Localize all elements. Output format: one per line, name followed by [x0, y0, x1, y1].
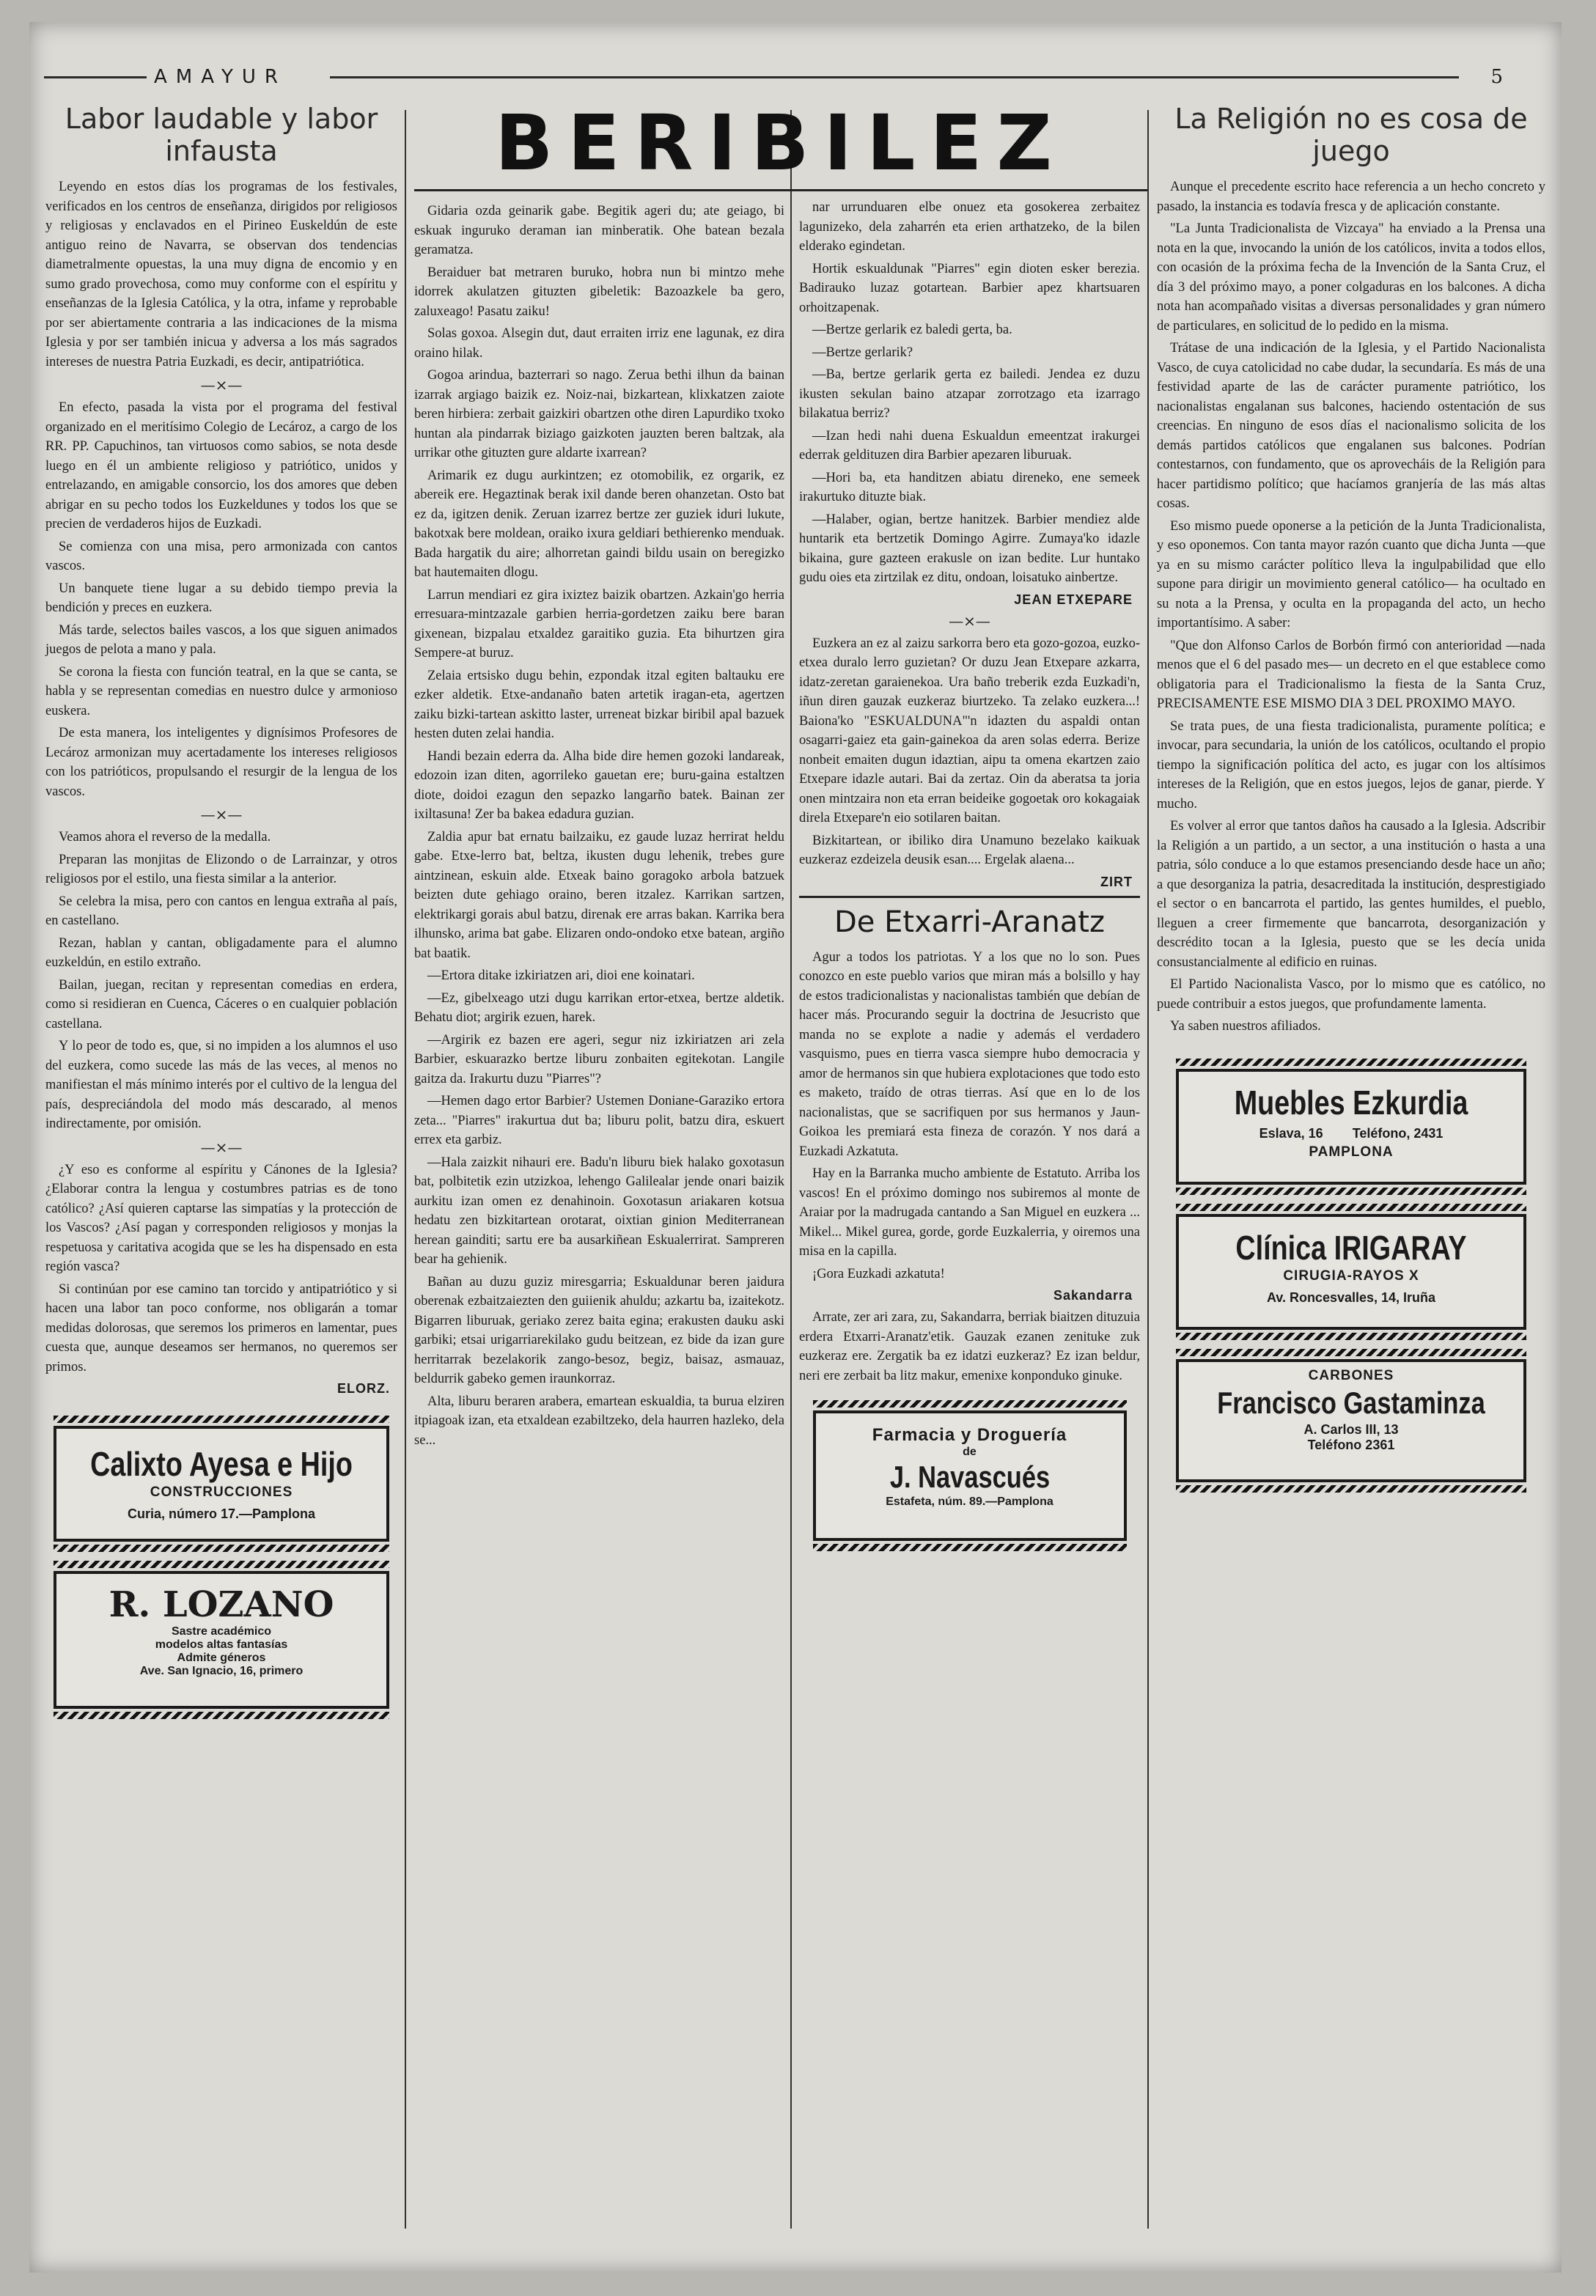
- ad-irigaray-name: Clínica IRIGARAY: [1235, 1228, 1467, 1267]
- article-paragraph: Solas goxoa. Alsegin dut, daut erraiten irriz ene lagunak, ez dira oraino hilak.: [414, 326, 784, 361]
- ad-navascues-line2: de: [963, 1446, 977, 1458]
- ad-lozano-line1: Sastre académico: [171, 1625, 272, 1638]
- article-paragraph: Si continúan por ese camino tan torcido y antipatriótico y si hacen una labor tan poco conforme, nos obligarán a tomar medidas dolorosas, que seremos los primeros en lamentar, pues cuesta que, aunque deseamos ser hermanos, no queremos ser primos.: [45, 1281, 397, 1375]
- ad-navascues-line1: Farmacia y Droguería: [872, 1425, 1067, 1445]
- ad-lozano-line4: Ave. San Ignacio, 16, primero: [139, 1665, 304, 1677]
- article-paragraph: Eso mismo puede oponerse a la petición de la Junta Tradicionalista, y eso oponemos. Con tanta mayor razón cuanto que dicha Junta —que ya en su mismo carácter político lleva la ingulpabilidad que ello supone para dirigir un movimiento general católico— ha ocultado en su nota a la Prensa, y oculta en la propaganda del acto, un hecho importantísimo. A saber:: [1157, 518, 1545, 630]
- ad-r-lozano: [54, 1571, 389, 1709]
- column-4: [1157, 103, 1545, 2243]
- article-paragraph: —Hori ba, eta handitzen abiatu direneko, ene semeek irakurtuko dituzte biak.: [799, 470, 1140, 504]
- column-divider: [405, 110, 406, 2229]
- ad-irigaray-line1: CIRUGIA-RAYOS X: [1283, 1267, 1419, 1284]
- article-paragraph: "La Junta Tradicionalista de Vizcaya" ha enviado a la Prensa una nota en la que, invocando la unión de los católicos, invita a todos ellos, con ocasión de la próxima fecha de la Invención de la Santa Cruz, el día 3 del próximo mayo, a poner colgaduras en los balcones. A dicha nota han acompañado visitas a diversas personalidades y gran número de particulares, en solicitud de lo pedido en la misma.: [1157, 221, 1545, 334]
- column-3: [799, 198, 1140, 2243]
- article-paragraph: Y lo peor de todo es, que, si no impiden a los alumnos el uso del euzkera, como sucede las más de las veces, al menos no manifiestan el más mínimo interés por el cultivo de la lengua del país, despreciándola del modo más descarado, al menos indirectamente, por omisión.: [45, 1039, 397, 1131]
- headline-beribilez: BERIBILEZ: [414, 103, 1147, 191]
- headline-etxarri-aranatz: De Etxarri-Aranatz: [799, 896, 1140, 939]
- ad-ezkurdia-contact: [1179, 1126, 1523, 1141]
- ad-navascues-name: J. Navascués: [889, 1460, 1050, 1494]
- column-1: [45, 103, 397, 2243]
- masthead: [44, 66, 1547, 88]
- article-labor-laudable: [45, 177, 397, 1397]
- article-paragraphs: [414, 202, 784, 1450]
- article-paragraph: —Halaber, ogian, bertze hanitzek. Barbier mendiez alde huntarik eta bertzetik Domingo Agirre. Zumaya'ko idazle bikaina, gure gazteen erakusle on izan bedite. Lur huntako gudu oies eta zirtzilak ez ditu, ondoan, loisatuko ainbertze.: [799, 512, 1140, 585]
- ad-clinica-irigaray: [1176, 1214, 1526, 1330]
- section-separator: —×—: [200, 376, 243, 394]
- article-paragraph: Aunque el precedente escrito hace referencia a un hecho concreto y pasado, la instancia es todavía fresca y de aplicación constante.: [1157, 180, 1545, 214]
- article-paragraph: Se comienza con una misa, pero armonizada con cantos vascos.: [45, 539, 397, 573]
- article-paragraph: ¡Gora Euzkadi azkatuta!: [812, 1266, 945, 1281]
- column-divider: [1147, 110, 1149, 2229]
- ad-ezkurdia-address: Eslava, 16: [1259, 1125, 1323, 1141]
- article-paragraph: Arimarik ez dugu aurkintzen; ez otomobilik, ez orgarik, ez abereik ere. Hegaztinak berak ixil dande beren ohanzetan. Osto bat ez da, igitzen denik. Zeruan izarrez bertze zer guziek iduri lukute, bakotxak bere moldean, oraiko ixura geldiari bethierenko menduak. Bada hargatik du aire; alhorretan gaindi bildu usain on beregizko bat hautemaiten dlogu.: [414, 468, 784, 580]
- article-paragraph: El Partido Nacionalista Vasco, por lo mismo que es católico, no puede contribuir a estos juegos, que profundamente lamenta.: [1157, 977, 1545, 1012]
- article-paragraph: —Hemen dago ertor Barbier? Ustemen Doniane-Garaziko ertora zeta... "Piarres" irakurtua dut ba; liburu polit, batzu dira, eskuert errex eta garbiz.: [414, 1094, 784, 1147]
- article-paragraphs: [45, 177, 397, 1377]
- article-paragraph: —Argirik ez bazen ere ageri, segur niz izkiriatzen ari zela Barbier, eskuarazko bertze liburu zonbaiten egitekotan. Langile gaitza da. Irakurtu duzu "Piarres"?: [414, 1032, 784, 1086]
- article-paragraph: Beraiduer bat metraren buruko, hobra nun bi mintzo mehe idorrek akulatzen gituzten gibeletik: Bazoazkele ba gero, zaluxeago! Pasatu zaiku!: [414, 265, 784, 319]
- article-paragraph: Euzkera an ez al zaizu sarkorra bero eta gozo-gozoa, euzko-etxea duralo lerro guzietan? Or duzu Jean Etxepare azkarra, idatz-zeretan garaienekoa. Ura baño treberik ezda Euzkadi'n, iñun diren gauzak euzkeraz biurtzeko. Ta zelako euzkera...! Baiona'ko "ESKUALDUNA"'n idazten du aspaldi ontan osagarri-gaiez eta gain-gainekoa da aren solas ederra. Berize nonbeit emaiten dugun idaztian, aipu ta omena ekartzen zaio Etxepare idazle autari. Bai da zertaz. Oin da aberatsa ta joria onen mintzaira non eta erran beideike gogoetak oro kokagaiak direla Etxepare'n eio sotilaren baitan.: [799, 636, 1140, 825]
- article-paragraph: —Ba, bertze gerlarik gerta ez bailedi. Jendea ez duzu ikusten sekulan baino atzapar zorrotzago eta izarrago bilakatua berriz?: [799, 367, 1140, 421]
- newspaper-page: [29, 22, 1562, 2273]
- article-paragraph: Handi bezain ederra da. Alha bide dire hemen gozoki landareak, edozoin izan diten, agorrileko gauetan ere; buru-gaina estaltzen diote, doidoi ezagun den sepazko langarño batek. Bainan zer ixiltasuna! Zer ba bakea edadura guzian.: [414, 748, 784, 822]
- article-beribilez: [414, 202, 784, 1450]
- masthead-rule-right: [330, 76, 1459, 78]
- article-postscript: Arrate, zer ari zara, zu, Sakandarra, berriak biaitzen dituzuia erdera Etxarri-Aranatz'etik. Gauzak ezanen zenituke zuk euzkeraz ere. Zergatik ba ez idatzi euzkeraz? Ez izan beldur, neri ere zerbait ba litz makur, emenixe konponduko ginuke.: [799, 1310, 1140, 1383]
- ad-navascues-line3: Estafeta, núm. 89.—Pamplona: [886, 1495, 1053, 1508]
- article-paragraph: Rezan, hablan y cantan, obligadamente para el alumno euzkeldún, en estilo extraño.: [45, 935, 397, 970]
- article-paragraph: De esta manera, los inteligentes y dignísimos Profesores de Lecároz armonizan muy acertadamente los intereses religiosos con los patrióticos, propulsando el resurgir de la lengua de los vascos.: [45, 726, 397, 799]
- ad-ezkurdia-name: Muebles Ezkurdia: [1234, 1083, 1468, 1122]
- article-beribilez-continued: [799, 198, 1140, 890]
- ad-lozano-line2: modelos altas fantasías: [155, 1638, 288, 1651]
- article-paragraph: —Izan hedi nahi duena Eskualdun emeentzat irakurgei ederrak geldituzen dira Barbier apezaren liburuak.: [799, 428, 1140, 463]
- article-religion: [1157, 177, 1545, 1037]
- article-paragraph: Zaldia apur bat ernatu bailzaiku, ez gaude luzaz herrirat heldu gabe. Etxe-lerro bat, beltza, ikusten dugu lehenik, trebes gure aintzinean, eskuin alde. Etxeak baino goragoko arbola batzuek beizten dute gehiago oraino, beren itzalez. Karrikan sartzen, elektrikargi gorais abul batzu, direnak ere arras bakan. Karrika bera ilhunsko, arima bat gabe. Elizaren ondo-ondoko etxe batean, argiño bat baatik.: [414, 829, 784, 961]
- article-paragraph: Preparan las monjitas de Elizondo o de Larrainzar, y otros religiosos por el estilo, una fiesta similar a la anterior.: [45, 852, 397, 886]
- article-signature-zirt: ZIRT: [1100, 874, 1133, 889]
- ad-calixto-line1: CONSTRUCCIONES: [150, 1484, 293, 1500]
- ad-gastaminza-line1: CARBONES: [1308, 1367, 1394, 1383]
- article-paragraph: Bañan au duzu guziz miresgarria; Eskualdunar beren jaidura oberenak ezbaitzaiezten den guiienik ahuldu; azkartu ba, izaitekotz. Bigarren liburuak, geriako zerez baita egina; erakusten dauku aski garbiki; etsai urigarriarekilako gudu beitzean, ez bide da izan gure herritarrak bezelakorik zango-besoz, begiz, baisaz, asmauaz, beldurrik gabeko gemen iraunkorraz.: [414, 1274, 784, 1386]
- ad-francisco-gastaminza: [1176, 1359, 1526, 1482]
- masthead-name: AMAYUR: [154, 66, 287, 88]
- article-signature: ELORZ.: [337, 1381, 390, 1396]
- article-paragraph: nar urrunduaren elbe onuez eta gosokerea zerbaitez lagunizeko, dela zaharrén eta erien arthatzeko, de la bilen elderako egindetan.: [799, 200, 1140, 254]
- section-separator: —×—: [200, 806, 243, 823]
- article-paragraph: —Hala zaizkit nihauri ere. Badu'n liburu biek halako goxotasun bat, polbitetik ezin utzizkoa, lehengo Galilealar jende onari baizik aurkitu izan omen ez denahinoin. Goxotasun ariakaren kotsua hedatu zen bizkitartean orotarat, oixtian ginion Mediterranean herean gainditi; sartu ere ba ausarkiñean Eskualerrirat. Sampreren bear ha gehienik.: [414, 1155, 784, 1267]
- article-paragraph: Un banquete tiene lugar a su debido tiempo previa la bendición y preces en euzkera.: [45, 581, 397, 615]
- section-separator: —×—: [949, 611, 990, 630]
- ad-lozano-line3: Admite géneros: [177, 1652, 266, 1664]
- page-number: 5: [1490, 66, 1503, 88]
- article-paragraph: —Bertze gerlarik?: [812, 345, 913, 360]
- column-divider: [790, 110, 792, 2229]
- article-paragraph: Hay en la Barranka mucho ambiente de Estatuto. Arriba los vascos! En el próximo domingo nos subiremos al monte de Araiar por la madrugada cantando a San Miguel en euzkera ... Mikel... Mikel gurea, gorde, gorde Euzkalerria, y oiremos una misa en la capilla.: [799, 1166, 1140, 1259]
- headline-religion: La Religión no es cosa de juego: [1174, 103, 1528, 167]
- article-paragraph: Se trata pues, de una fiesta tradicionalista, puramente política; e invocar, para secundaria, la unión de los católicos, ocultando el propio tiempo la significación política del acto, es jugar con los altísimos intereses de la Religión, que en estos juegos, lejos de ganar, pierde. Y mucho.: [1157, 718, 1545, 812]
- article-paragraph: Hortik eskualdunak "Piarres" egin dioten esker berezia. Badirauko luzaz gotartean. Barbier apez khartsuaren orhoitzapenak.: [799, 261, 1140, 315]
- masthead-rule-left: [44, 76, 147, 78]
- ad-navascues: [813, 1410, 1127, 1541]
- article-paragraph: Alta, liburu beraren arabera, emartean eskualdia, ta burua elziren itpiagoak izan, eta etxaldean ezabiltzeko, dela haurren hazleko, dela se...: [414, 1394, 784, 1448]
- article-paragraph: Se celebra la misa, pero con cantos en lengua extraña al país, en castellano.: [45, 894, 397, 928]
- article-paragraph: —Ez, gibelxeago utzi dugu karrikan ertor-etxea, bertze aldetik. Behatu diot; argirik ezuen, harek.: [414, 990, 784, 1025]
- ad-gastaminza-line3: Teléfono 2361: [1307, 1437, 1395, 1452]
- article-paragraph: Más tarde, selectos bailes vascos, a los que siguen animados juegos de pelota a mano y pala.: [45, 622, 397, 657]
- headline-labor-laudable: Labor laudable y labor infausta: [65, 103, 378, 167]
- ad-calixto-name: Calixto Ayesa e Hijo: [90, 1445, 353, 1483]
- article-paragraph: Se corona la fiesta con función teatral, en la que se canta, se habla y se representan comedias en nuestro dulce y armonioso euskera.: [45, 664, 397, 718]
- article-paragraphs: [799, 198, 1140, 870]
- article-paragraph: Bailan, juegan, recitan y representan comedias en erdera, como si residieran en Cuenca, Cáceres o en cualquier población castellana.: [45, 977, 397, 1031]
- ad-irigaray-line2: Av. Roncesvalles, 14, Iruña: [1266, 1289, 1436, 1305]
- ad-ezkurdia-city: PAMPLONA: [1309, 1144, 1394, 1160]
- article-paragraph: Ya saben nuestros afiliados.: [1170, 1019, 1321, 1034]
- article-paragraph: —Bertze gerlarik ez baledi gerta, ba.: [812, 323, 1012, 337]
- article-paragraph: "Que don Alfonso Carlos de Borbón firmó con anterioridad —nada menos que el 6 del pasado mes— un decreto en el que establece como obligatoria para el Tradicionalismo la fiesta de la Santa Cruz, PRECISAMENTE ESE MISMO DIA 3 DEL PROXIMO MAYO.: [1157, 638, 1545, 711]
- article-paragraph: ¿Y eso es conforme al espíritu y Cánones de la Iglesia? ¿Elaborar contra la lengua y costumbres patrias es de tono católico? ¿Así quieren captarse las simpatías y la protección de los Vascos? ¿Así pagan y corresponden religiosos y monjas la respetuosa y caritativa acogida que se les ha dispensado en esta región vasca?: [45, 1162, 397, 1274]
- section-separator: —×—: [200, 1138, 243, 1156]
- article-etxarri-aranatz: [799, 948, 1140, 1386]
- article-paragraph: Veamos ahora el reverso de la medalla.: [59, 830, 271, 845]
- ad-muebles-ezkurdia: [1176, 1069, 1526, 1185]
- ad-calixto-ayesa: [54, 1426, 389, 1542]
- ad-gastaminza-line2: A. Carlos III, 13: [1303, 1421, 1399, 1437]
- ad-lozano-name: R. LOZANO: [109, 1584, 334, 1625]
- article-paragraph: Zelaia ertsisko dugu behin, ezpondak itzal egiten baltauku ere ezker aldetik. Etxe-andanaño baten artetik iragan-eta, agertzen zaiku bizki-tartean askitto laster, urreneat bizkar biribil apal bazuek hesten duten zelai handia.: [414, 668, 784, 741]
- article-paragraph: Gidaria ozda geinarik gabe. Begitik ageri du; ate geiago, bi eskuak inguruko deraman ian minberatik. Ohe batean bezala geramatza.: [414, 204, 784, 257]
- article-paragraph: Bizkitartean, or ibiliko dira Unamuno bezelako kaikuak euzkeraz ezdeizela deusik esan.... Ergelak alaena...: [799, 833, 1140, 867]
- article-paragraph: Agur a todos los patriotas. Y a los que no lo son. Pues conozco en este pueblo varios que miran más a bolsillo y hay de estos tradicionalistas y nacionalistas también que debían de hacer más. Procurando seguir la doctrina de Jesucristo que manda no se explote a nadie y además el verdadero vasquismo, pues en tierra vasca siempre hubo democracia y amor de hermanos sin que hubiera explotaciones que todo esto es maketo, traído de otras tierras. Así que en lo de los nacionalistas, que se sacrifiquen por sus hermanos y Jaun-Goikoa les premiará esta fineza de corazón. Y nos dará a Euzkadi Azkatuta.: [799, 949, 1140, 1159]
- article-signature: JEAN ETXEPARE: [1014, 592, 1133, 607]
- article-signature-sakandarra: Sakandarra: [1053, 1288, 1133, 1303]
- article-paragraph: Larrun mendiari ez gira ixiztez baizik obartzen. Azkain'go herria erresuara-mintzazale garbien herria-gordetzen zaiku bere baran gixenean, bizpalau etxaldez garaitiko guzia. Eta bihurtzen gira Sempere-at buruz.: [414, 587, 784, 661]
- article-paragraph: Leyendo en estos días los programas de los festivales, verificados en los centros de enseñanza, dirigidos por religiosos y religiosas y enclavados en el Pirineo Euskeldún de este antiguo reino de Navarra, se observan dos tendencias diametralmente opuestas, la una muy digna de encomio y en sumo grado provechosa, como muy conforme con el espíritu y enseñanzas de la Iglesia Católica, y la otra, infame y reprobable por ser abiertamente contraria a las indicaciones de la misma Iglesia y por ser también inicua y adversa a los más sagrados intereses de nuestra Patria Euzkadi, es decir, antipatriótica.: [45, 180, 397, 369]
- article-paragraph: Gogoa arindua, bazterrari so nago. Zerua bethi ilhun da bainan izarrak argiago baizik ez. Noiz-nai, bizkartean, klixkatzen zaiote beren hirbiera: zerbait gaizkiri obartzen othe diren Lapurdiko txoko huntan ala pindarrak biziago gaizkoten jauzten beren baltzak, ala urrikar othe gituzten gure aldarte ixarrean?: [414, 368, 784, 460]
- ad-calixto-line2: Curia, número 17.—Pamplona: [127, 1506, 316, 1521]
- ad-gastaminza-name: Francisco Gastaminza: [1217, 1385, 1485, 1420]
- article-paragraph: En efecto, pasada la vista por el programa del festival organizado en el meritísimo Colegio de Lecároz, a cargo de los RR. PP. Capuchinos, tan virtuosos como sabios, se nota desde luego en él un ambiente religioso y patriótico, unidos y entrelazando, en amigable consorcio, los dos amores que deben abrigar en su pecho todos los Euzkeldunes y todos los que se precien de verdaderos hijos de Euzkadi.: [45, 400, 397, 531]
- ad-ezkurdia-phone: Teléfono, 2431: [1352, 1125, 1444, 1141]
- article-paragraphs: [799, 948, 1140, 1284]
- article-paragraph: —Ertora ditake izkiriatzen ari, dioi ene koinatari.: [427, 968, 695, 983]
- article-paragraph: Es volver al error que tantos daños ha causado a la Iglesia. Adscribir la Religión a un partido, a un sector, a una institución o hasta a una patria, sólo conduce a lo que estamos presenciando desde hace un año; a que desorganiza la patria, desacreditada la institución, desprestigiado el sector o en bancarrota el partido, las gentes humildes, el pueblo, lleguen a creer firmemente que bancarrota, desorganización y descrédito tocan a la Iglesia, puesto que se les decía unida consustancialmente al edificio en ruinas.: [1157, 819, 1545, 970]
- article-paragraphs: [1157, 177, 1545, 1037]
- article-paragraph: Trátase de una indicación de la Iglesia, y el Partido Nacionalista Vasco, de cuya catolicidad no cabe dudar, la secundaría. Es más de una festividad aparte de las de carácter puramente patriótico, los nacionalistas engalanan sus balcones, haciendo ostentación de sus creencias. En ninguno de esos días el nacionalismo solicita de los demás partidos católicos que engalanen sus balcones. Podrían contestarnos, con fundamento, que os aprovecháis de la Religión para hacer partidismo político; que hacíamos granjería de las más altas cosas.: [1157, 341, 1545, 511]
